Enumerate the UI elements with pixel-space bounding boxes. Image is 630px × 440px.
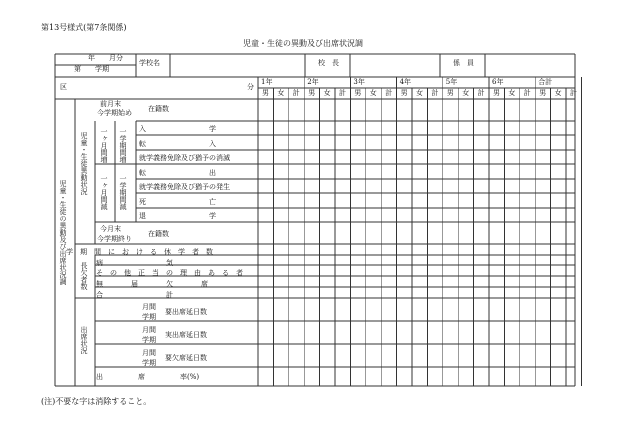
- term-increase-label: 一学期間増: [119, 128, 127, 163]
- transfer-in-label: 転 入: [139, 140, 216, 148]
- sub-header-3-3: 計: [385, 89, 393, 97]
- staff-label: 係 員: [453, 59, 474, 67]
- illness-label: 病 気: [96, 259, 173, 267]
- main-side-label: 児童・生徒の異動及び出席状況調: [59, 180, 67, 285]
- sub-header-6-2: 女: [508, 89, 516, 97]
- grade-header-3: 3年: [353, 78, 365, 86]
- sub-header-1-2: 女: [277, 89, 285, 97]
- month-label-3: 月間: [142, 349, 156, 357]
- grade-header-6: 6年: [492, 78, 504, 86]
- sub-header-6-3: 計: [523, 89, 531, 97]
- term-label: 第 学期: [74, 65, 109, 73]
- absent-days-label: 要欠席延日数: [165, 354, 207, 362]
- sub-header-4-3: 計: [431, 89, 439, 97]
- sub-header-5-3: 計: [477, 89, 485, 97]
- transfer-out-label: 転 出: [139, 169, 216, 177]
- document-title: 児童・生徒の異動及び出席状況調: [243, 39, 363, 48]
- prev-month-end-label: 前月末: [100, 100, 121, 108]
- sub-header-2-2: 女: [323, 89, 331, 97]
- exemption-cancel-label: 就学義務免除及び猶予の消滅: [139, 154, 230, 162]
- category-suffix: 分: [247, 83, 254, 91]
- term-decrease-label: 一学期間減: [119, 175, 127, 210]
- grade-header-1: 1年: [261, 78, 273, 86]
- sub-header-2-1: 男: [308, 89, 316, 97]
- principal-label: 校 長: [318, 59, 339, 67]
- enrolled-2-label: 在籍数: [148, 230, 169, 238]
- withdrawal-label: 退 学: [139, 212, 216, 220]
- attendance-side-label: 出席状況: [80, 326, 88, 354]
- footnote: (注)不要な字は消除すること。: [41, 397, 152, 406]
- grade-header-7: 合計: [538, 78, 553, 86]
- grade-header-2: 2年: [307, 78, 319, 86]
- this-month-end-label: 今月末: [100, 225, 121, 233]
- sub-header-3-2: 女: [369, 89, 377, 97]
- sub-header-5-2: 女: [462, 89, 470, 97]
- school-name-label: 学校名: [139, 59, 160, 67]
- term-label-1: 学期: [142, 313, 156, 321]
- required-days-label: 要出席延日数: [165, 308, 207, 316]
- actual-days-label: 実出席延日数: [165, 331, 207, 339]
- month-label-2: 月間: [142, 326, 156, 334]
- month-decrease-label: 一ヶ月間減: [100, 175, 108, 210]
- sub-header-6-1: 男: [493, 89, 500, 97]
- total-label: 合 計: [96, 291, 173, 299]
- leave-of-absence-label: 学 期 間 に お け る 休 学 者 数: [66, 248, 213, 256]
- sub-header-5-1: 男: [446, 89, 454, 97]
- sub-header-4-2: 女: [416, 89, 423, 97]
- grade-header-4: 4年: [399, 78, 412, 86]
- attendance-rate-label: 出 席 率(%): [96, 373, 200, 381]
- exemption-occur-label: 就学義務免除及び猶予の発生: [139, 183, 230, 191]
- month-label-1: 月間: [142, 303, 156, 311]
- term-end-label: 今学期終り: [97, 235, 132, 243]
- sub-header-4-1: 男: [400, 89, 408, 97]
- sub-header-7-1: 男: [539, 89, 547, 97]
- other-reasons-label: そ の 他 正 当 の 理 由 あ る 者: [96, 269, 243, 277]
- year-month-label: 年 月分: [88, 54, 123, 62]
- grade-header-5: 5年: [445, 78, 458, 86]
- sub-header-1-1: 男: [262, 89, 269, 97]
- absentees-side-label: 長欠者数: [80, 262, 88, 290]
- sub-header-1-3: 計: [292, 89, 300, 97]
- entry-label: 入 学: [139, 125, 216, 133]
- movement-side-label: 児童・生徒異動状況: [80, 132, 88, 195]
- term-start-label: 今学期始め: [97, 109, 132, 117]
- term-label-2: 学期: [142, 336, 156, 344]
- month-increase-label: 一ヶ月間増: [100, 128, 108, 163]
- term-label-3: 学期: [142, 359, 156, 367]
- form-number: 第13号様式(第7条関係): [41, 23, 127, 32]
- sub-header-7-3: 計: [570, 89, 577, 97]
- sub-header-7-2: 女: [554, 89, 562, 97]
- category-label: 区: [60, 83, 67, 91]
- sub-header-2-3: 計: [339, 89, 346, 97]
- death-label: 死 亡: [139, 198, 216, 206]
- enrolled-label: 在籍数: [148, 105, 169, 113]
- sub-header-3-1: 男: [354, 89, 362, 97]
- no-notice-label: 無 届 欠 席: [96, 280, 208, 288]
